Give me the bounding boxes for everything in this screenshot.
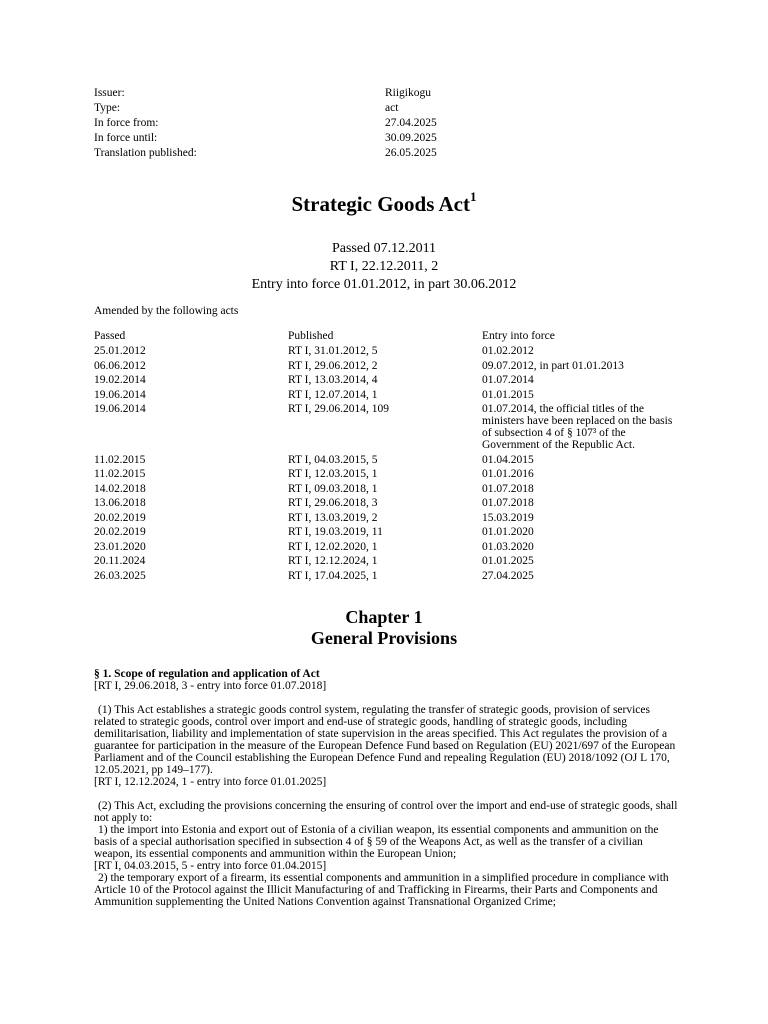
footnote-marker[interactable]: 1 bbox=[469, 189, 477, 204]
table-row bbox=[94, 483, 684, 495]
table-row bbox=[94, 403, 684, 451]
table-row bbox=[94, 374, 684, 386]
amendments-header-row bbox=[94, 330, 684, 342]
cell-passed: 14.02.2018 bbox=[94, 482, 146, 495]
passed-block bbox=[0, 240, 768, 294]
cell-published[interactable]: RT I, 12.12.2024, 1 bbox=[288, 555, 378, 567]
subsection-2 bbox=[94, 800, 684, 824]
metadata-block bbox=[94, 86, 694, 161]
cell-entry: 27.04.2025 bbox=[482, 569, 534, 582]
cell-passed: 25.01.2012 bbox=[94, 345, 146, 357]
meta-value: 27.04.2025 bbox=[385, 117, 437, 129]
meta-value: act bbox=[385, 102, 399, 114]
section-1 bbox=[94, 668, 684, 908]
passed-line: Passed 07.12.2011 bbox=[331, 241, 437, 256]
cell-passed: 20.02.2019 bbox=[94, 511, 146, 524]
table-row bbox=[94, 497, 684, 509]
meta-label: Issuer: bbox=[94, 87, 125, 99]
header-passed: Passed bbox=[94, 330, 126, 342]
cell-published[interactable]: RT I, 12.02.2020, 1 bbox=[288, 540, 378, 553]
act-title-text: Strategic Goods Act bbox=[291, 192, 470, 216]
subsection-2-text: (2) This Act, excluding the provisions concerning the ensuring of control over the import and end-use of strategic goods, shall not apply to: bbox=[94, 800, 678, 824]
cell-published[interactable]: RT I, 29.06.2018, 3 bbox=[288, 497, 378, 509]
cell-published[interactable]: RT I, 04.03.2015, 5 bbox=[288, 453, 378, 466]
table-row bbox=[94, 360, 684, 372]
cell-passed: 19.06.2014 bbox=[94, 403, 146, 415]
cell-published[interactable]: RT I, 13.03.2014, 4 bbox=[288, 374, 378, 386]
cell-published[interactable]: RT I, 12.03.2015, 1 bbox=[288, 468, 378, 480]
cell-published[interactable]: RT I, 12.07.2014, 1 bbox=[288, 388, 378, 401]
cell-entry: 01.02.2012 bbox=[482, 345, 534, 357]
cell-passed: 19.02.2014 bbox=[94, 374, 146, 386]
cell-entry: 01.01.2015 bbox=[482, 388, 534, 401]
table-row bbox=[94, 389, 684, 401]
meta-row-in-force-from bbox=[94, 116, 694, 131]
cell-entry: 01.01.2016 bbox=[482, 468, 534, 480]
amendments-table bbox=[94, 330, 684, 584]
amendment-reference[interactable]: [RT I, 12.12.2024, 1 - entry into force 01.01.2025] bbox=[94, 776, 327, 788]
table-row bbox=[94, 570, 684, 582]
cell-passed: 11.02.2015 bbox=[94, 468, 146, 480]
cell-passed: 20.11.2024 bbox=[94, 555, 146, 567]
table-row bbox=[94, 512, 684, 524]
cell-entry: 01.07.2018 bbox=[482, 482, 534, 495]
clause-1 bbox=[94, 824, 684, 860]
cell-passed: 26.03.2025 bbox=[94, 569, 146, 582]
cell-passed: 11.02.2015 bbox=[94, 453, 146, 466]
chapter-name: General Provisions bbox=[310, 628, 458, 648]
meta-row-in-force-until bbox=[94, 131, 694, 146]
meta-label: Translation published: bbox=[94, 147, 197, 159]
cell-passed: 06.06.2012 bbox=[94, 359, 146, 372]
amended-intro: Amended by the following acts bbox=[94, 305, 239, 317]
cell-entry: 01.04.2015 bbox=[482, 453, 534, 466]
header-entry-into-force: Entry into force bbox=[482, 330, 555, 342]
cell-entry: 01.01.2025 bbox=[482, 555, 534, 567]
table-row bbox=[94, 526, 684, 538]
cell-published[interactable]: RT I, 17.04.2025, 1 bbox=[288, 569, 378, 582]
meta-value: 26.05.2025 bbox=[385, 147, 437, 159]
cell-published[interactable]: RT I, 09.03.2018, 1 bbox=[288, 482, 378, 495]
table-row bbox=[94, 541, 684, 553]
section-title: § 1. Scope of regulation and application of Act bbox=[94, 668, 320, 680]
cell-entry: 01.07.2014, the official titles of the ministers have been replaced on the basis of subsection 4 of § 107³ of the Government of the Republic Act. bbox=[482, 403, 673, 451]
meta-value: 30.09.2025 bbox=[385, 132, 437, 144]
table-row bbox=[94, 454, 684, 466]
cell-passed: 19.06.2014 bbox=[94, 388, 146, 401]
cell-published[interactable]: RT I, 31.01.2012, 5 bbox=[288, 345, 378, 357]
header-published: Published bbox=[288, 330, 334, 342]
cell-passed: 13.06.2018 bbox=[94, 497, 146, 509]
chapter-heading bbox=[0, 607, 768, 649]
clause-1-text: 1) the import into Estonia and export out of Estonia of a civilian weapon, its essential components and ammunition on the basis of a special authorisation specified in subsection 4 of § 59 of the Weapons Act, as well as the transfer of a civilian weapon, its essential components and ammunition within the European Union; bbox=[94, 824, 659, 860]
cell-published[interactable]: RT I, 29.06.2014, 109 bbox=[288, 403, 390, 415]
cell-entry: 15.03.2019 bbox=[482, 511, 534, 524]
table-row bbox=[94, 468, 684, 480]
cell-passed: 20.02.2019 bbox=[94, 526, 146, 538]
act-title bbox=[0, 185, 768, 218]
meta-row-translation-published bbox=[94, 146, 694, 161]
cell-published[interactable]: RT I, 19.03.2019, 11 bbox=[288, 526, 383, 538]
amendment-reference[interactable]: [RT I, 29.06.2018, 3 - entry into force 01.07.2018] bbox=[94, 680, 327, 692]
cell-entry: 01.07.2018 bbox=[482, 497, 534, 509]
cell-published[interactable]: RT I, 13.03.2019, 2 bbox=[288, 511, 378, 524]
cell-entry: 01.03.2020 bbox=[482, 540, 534, 553]
entry-into-force-line: Entry into force 01.01.2012, in part 30.06.2012 bbox=[251, 277, 517, 292]
meta-row-issuer bbox=[94, 86, 694, 101]
clause-2 bbox=[94, 872, 684, 908]
cell-entry: 09.07.2012, in part 01.01.2013 bbox=[482, 359, 624, 372]
chapter-number: Chapter 1 bbox=[345, 607, 423, 627]
meta-label: In force from: bbox=[94, 117, 159, 129]
table-row bbox=[94, 345, 684, 357]
cell-entry: 01.07.2014 bbox=[482, 374, 534, 386]
cell-entry: 01.01.2020 bbox=[482, 526, 534, 538]
table-row bbox=[94, 555, 684, 567]
subsection-1 bbox=[94, 704, 684, 776]
meta-label: Type: bbox=[94, 102, 121, 114]
publication-line: RT I, 22.12.2011, 2 bbox=[329, 259, 439, 274]
subsection-1-text: (1) This Act establishes a strategic goods control system, regulating the transfer of strategic goods, provision of services related to strategic goods, control over import and end-use of strategic goods, handling of strategic goods, including demilitarisation, liability and implementation of state supervision in the areas specified. This Act regulates the provision of a guarantee for participation in the measure of the European Defence Fund based on Regulation (EU) 2021/697 of the European Parliament and of the Council establishing the European Defence Fund and repealing Regulation (EU) 2018/1092 (OJ L 170, 12.05.2021, pp 149–177). bbox=[94, 704, 676, 776]
meta-value: Riigikogu bbox=[385, 87, 432, 99]
cell-published[interactable]: RT I, 29.06.2012, 2 bbox=[288, 359, 378, 372]
cell-passed: 23.01.2020 bbox=[94, 540, 146, 553]
amendment-reference[interactable]: [RT I, 04.03.2015, 5 - entry into force 01.04.2015] bbox=[94, 860, 327, 872]
meta-label: In force until: bbox=[94, 132, 158, 144]
meta-row-type bbox=[94, 101, 694, 116]
clause-2-text: 2) the temporary export of a firearm, its essential components and ammunition in a simplified procedure in compliance with Article 10 of the Protocol against the Illicit Manufacturing of and Trafficking in Firearms, their Parts and Components and Ammunition supplementing the United Nations Convention against Transnational Organized Crime; bbox=[94, 872, 669, 908]
